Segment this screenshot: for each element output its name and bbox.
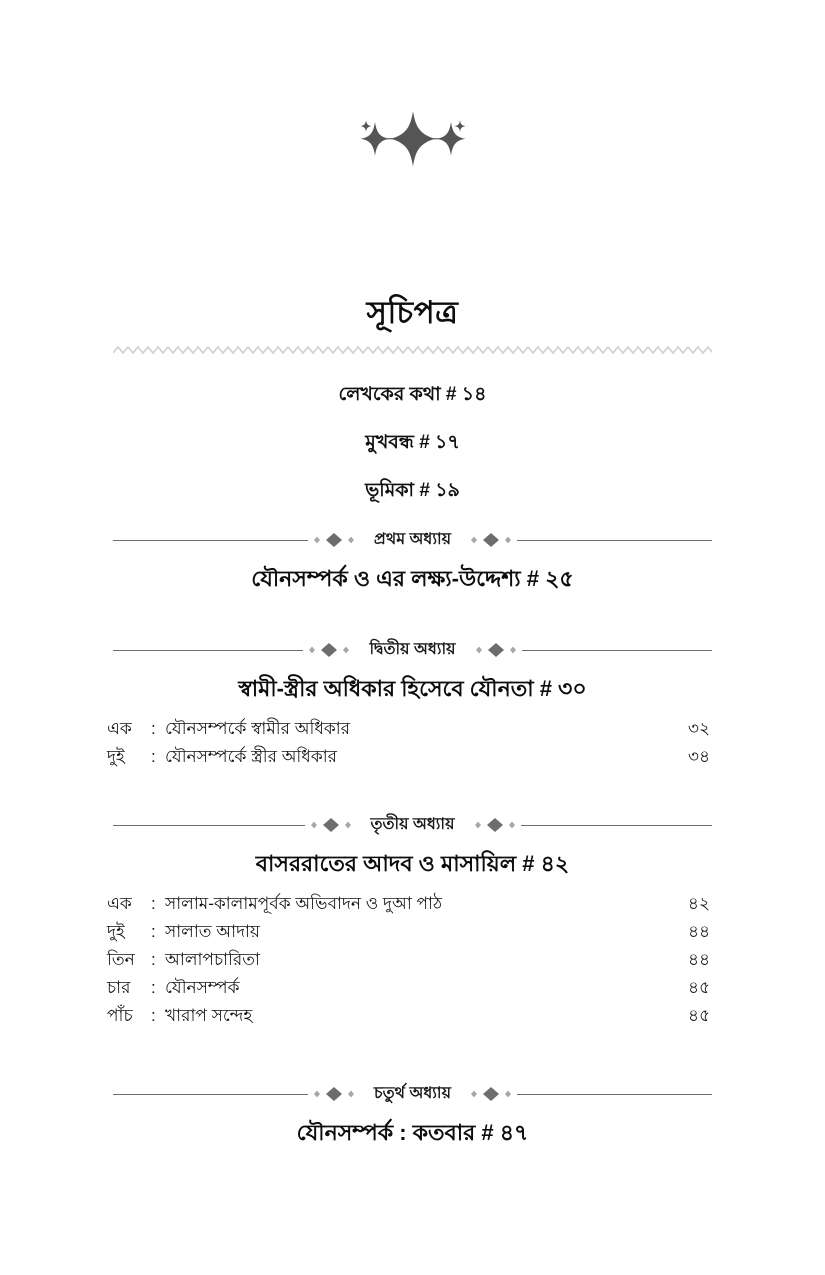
- wavy-divider: [113, 344, 712, 356]
- entry-title: সালাত আদায়: [165, 922, 260, 942]
- entry-title: আলাপচারিতা: [165, 950, 260, 970]
- chapter-section-3: [0, 814, 825, 1030]
- divider-line-right: [522, 650, 712, 651]
- entry-number: এক: [107, 719, 132, 739]
- entry-title: সালাম-কালামপূর্বক অভিবাদন ও দুআ পাঠ: [165, 894, 443, 914]
- entry-page-number: ৪২: [687, 894, 710, 914]
- chapter-divider-3: [113, 814, 712, 836]
- entry-title: যৌনসম্পর্কে স্ত্রীর অধিকার: [165, 747, 337, 767]
- toc-entry-row[interactable]: [107, 890, 710, 918]
- chapter-divider-label: দ্বিতীয় অধ্যায়: [369, 641, 456, 658]
- toc-entry-row[interactable]: [107, 974, 710, 1002]
- toc-entry-row[interactable]: [107, 918, 710, 946]
- entry-colon: :: [151, 922, 156, 942]
- toc-entry-row[interactable]: [107, 715, 710, 743]
- entry-colon: :: [151, 978, 156, 998]
- front-matter-list: [0, 385, 825, 529]
- entry-colon: :: [151, 1006, 156, 1026]
- entry-number: চার: [107, 978, 131, 998]
- entry-colon: :: [151, 747, 156, 767]
- entry-page-number: ৩২: [687, 719, 710, 739]
- entry-title: খারাপ সন্দেহ: [165, 1006, 253, 1026]
- chapter-divider-2: [113, 639, 712, 661]
- diamond-ornament-left: [308, 1087, 360, 1101]
- divider-line-right: [517, 540, 712, 541]
- diamond-ornament-left: [305, 818, 357, 832]
- toc-entry-row[interactable]: [107, 743, 710, 771]
- front-matter-item[interactable]: মুখবন্ধ # ১৭: [365, 432, 460, 453]
- chapter-divider-label: প্রথম অধ্যায়: [373, 531, 452, 548]
- page-title: সূচিপত্র: [366, 295, 459, 330]
- chapter-section-4: [0, 1083, 825, 1145]
- entry-page-number: ৪৪: [687, 950, 710, 970]
- entry-colon: :: [151, 894, 156, 914]
- entry-number: দুই: [107, 747, 125, 767]
- chapter-entry-list: [0, 890, 825, 1030]
- diamond-ornament-right: [470, 643, 522, 657]
- diamond-ornament-left: [308, 533, 360, 547]
- entry-page-number: ৩৪: [687, 747, 710, 767]
- divider-line-left: [113, 540, 308, 541]
- chapter-entry-list: [0, 715, 825, 771]
- entry-number: পাঁচ: [107, 1006, 133, 1026]
- front-matter-item[interactable]: লেখকের কথা # ১৪: [338, 384, 487, 405]
- divider-line-left: [113, 1094, 308, 1095]
- chapter-section-1: [0, 529, 825, 591]
- entry-colon: :: [151, 950, 156, 970]
- chapter-title[interactable]: বাসররাতের আদব ও মাসায়িল # ৪২: [255, 851, 570, 876]
- diamond-ornament-right: [469, 818, 521, 832]
- entry-colon: :: [151, 719, 156, 739]
- chapter-section-2: [0, 639, 825, 771]
- divider-line-left: [113, 825, 305, 826]
- chapter-divider-label: চতুর্থ অধ্যায়: [374, 1085, 451, 1102]
- entry-title: যৌনসম্পর্ক: [165, 978, 240, 998]
- divider-line-right: [517, 1094, 712, 1095]
- diamond-ornament-left: [303, 643, 355, 657]
- entry-page-number: ৪৫: [687, 978, 710, 998]
- entry-number: তিন: [107, 950, 135, 970]
- entry-page-number: ৪৪: [687, 922, 710, 942]
- toc-entry-row[interactable]: [107, 946, 710, 974]
- chapter-title[interactable]: স্বামী-স্ত্রীর অধিকার হিসেবে যৌনতা # ৩০: [238, 676, 587, 701]
- chapter-divider-1: [113, 529, 712, 551]
- front-matter-item[interactable]: ভূমিকা # ১৯: [365, 480, 460, 501]
- divider-line-right: [521, 825, 713, 826]
- chapter-divider-label: তৃতীয় অধ্যায়: [370, 816, 455, 833]
- chapter-divider-4: [113, 1083, 712, 1105]
- entry-number: এক: [107, 894, 132, 914]
- toc-entry-row[interactable]: [107, 1002, 710, 1030]
- entry-number: দুই: [107, 922, 125, 942]
- diamond-ornament-right: [465, 533, 517, 547]
- entry-title: যৌনসম্পর্কে স্বামীর অধিকার: [165, 719, 351, 739]
- divider-line-left: [113, 650, 303, 651]
- chapter-title[interactable]: যৌনসম্পর্ক ও এর লক্ষ্য-উদ্দেশ্য # ২৫: [251, 566, 574, 591]
- diamond-ornament-right: [465, 1087, 517, 1101]
- chapter-title[interactable]: যৌনসম্পর্ক : কতবার # ৪৭: [296, 1120, 529, 1145]
- top-sparkle-ornament: [0, 108, 825, 170]
- entry-page-number: ৪৫: [687, 1006, 710, 1026]
